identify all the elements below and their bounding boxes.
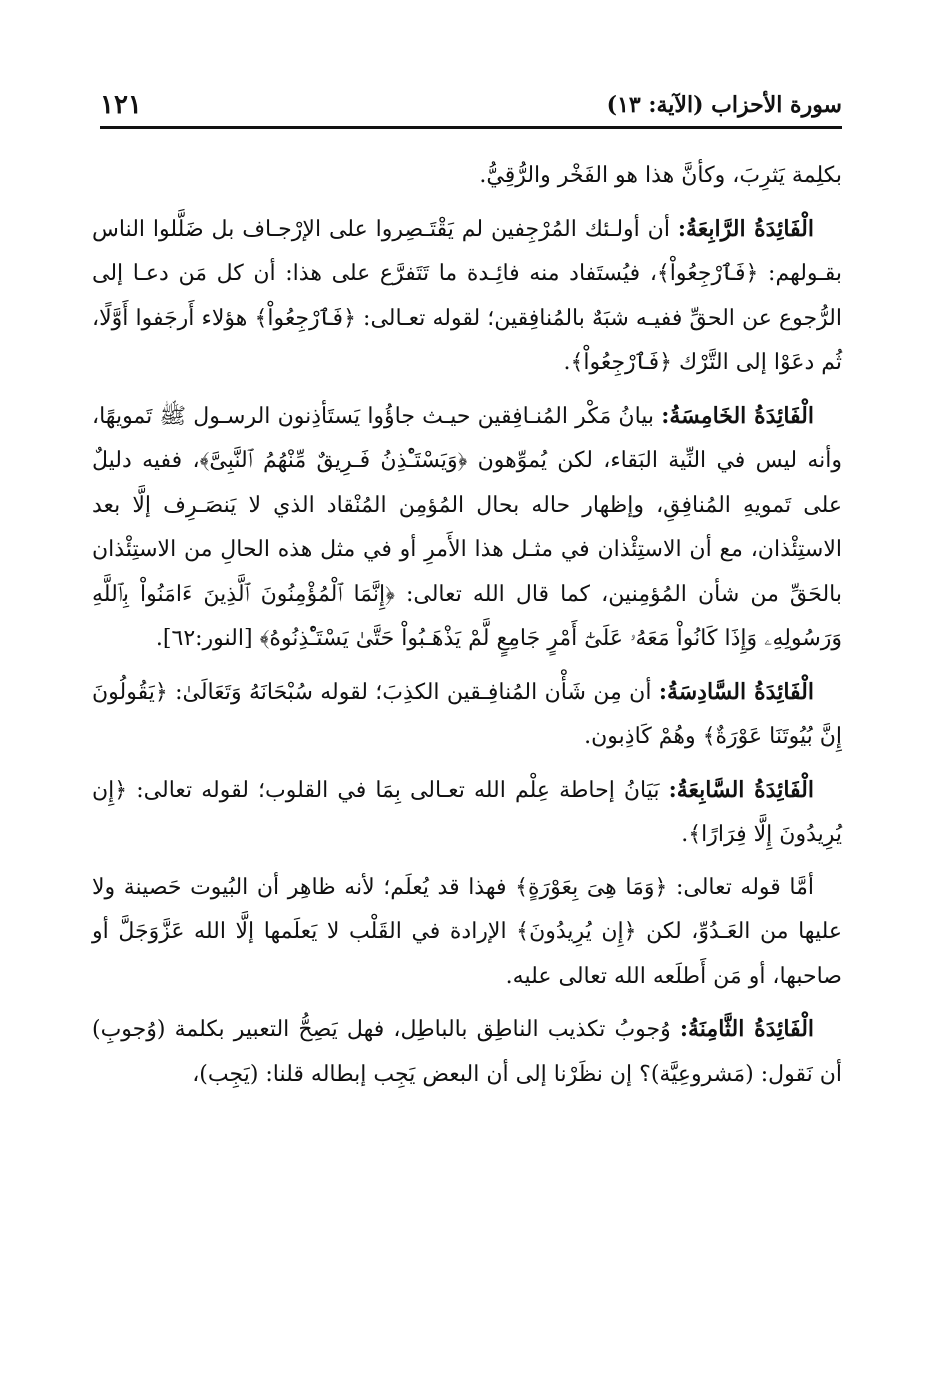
paragraph-text: أن مِن شَأْن المُنافِـقين الكذِبَ؛ لقوله سُبْحَانَهُ وَتَعَالَىٰ: ﴿يَقُولُونَ إِنَّ بُيُوتَنَا عَوْرَةٌ﴾ وهُمْ كَاذِبون. — [92, 679, 842, 749]
paragraph-benefit-4 — [92, 207, 842, 386]
page-body — [92, 154, 842, 1105]
page-header — [100, 90, 842, 129]
paragraph-text: أن أولـئك المُرْجِفين لم يَقْتَـصِروا على الإرْجـاف بل ضَلَّلوا الناس بقـولهم: ﴿فَٱرْجِعُواْ﴾، فيُستَفاد منه فائِـدة ما تَتَفرَّع على هذا: أن كل مَن دعـا إلى الرُّجوع عن الحقِّ ففيـه شبَهٌ بالمُنافِقين؛ لقوله تعـالى: ﴿فَٱرْجِعُواْ﴾ هؤلاء أَرجَفوا أَوَّلًا، ثُم دعَوْا إلى التَّرْك ﴿فَٱرْجِعُواْ﴾. — [92, 216, 842, 375]
paragraph-text: بكلِمة يَثرِبَ، وكأنَّ هذا هو الفَخْر والرُّقِيُّ. — [479, 163, 842, 188]
page-number: ١٢١ — [100, 90, 142, 120]
paragraph-continuation — [92, 154, 842, 199]
paragraph-text: بَيَانُ إحاطة عِلْم الله تعـالى بِمَا في القلوب؛ لقوله تعالى: ﴿إِن يُرِيدُونَ إِلَّا فِرَارًا﴾. — [92, 777, 842, 847]
paragraph-commentary — [92, 866, 842, 1000]
paragraph-text: وُجوبُ تكذيب الناطِق بالباطِل، فهل يَصِحُّ التعبير بكلمة (وُجوبِ) أن نَقول: (مَشروعِيَّة)؟ إن نظَرْنا إلى أن البعض يَجِب إبطاله قلنا: (يَجِب)، — [92, 1017, 842, 1087]
paragraph-benefit-7 — [92, 768, 842, 858]
benefit-heading: الْفَائِدَةُ الثَّامِنَةُ: — [679, 1016, 815, 1042]
running-title: سورة الأحزاب (الآية: ١٣) — [606, 92, 842, 118]
paragraph-benefit-5 — [92, 394, 842, 662]
benefit-heading: الْفَائِدَةُ الرَّابِعَةُ: — [677, 215, 814, 242]
paragraph-text: بيانُ مَكْر المُنـافِقين حيـث جاؤُوا يَستَأذِنون الرسـول ﷺ تَمويهًا، وأنه ليس في النِّية البَقاء، لكن يُموِّهون ﴿وَيَسْتَـْٔذِنُ فَـرِيقٌ مِّنْهُمُ ٱلنَّبِىَّ﴾، ففيه دليلٌ على تَمويهِ المُنافِقِ، وإظهار حاله بحال المُؤمِن المُنْقاد الذي لا يَنصَـرِف إلَّا بعد الاستِئْذان، مع أن الاستِئْذان في مثـل هذا الأَمرِ أو في مثل هذه الحالِ من الاستِئْذان بالحَقِّ من شأن المُؤمِنين، كما قال الله تعالى: ﴿إِنَّمَا ٱلْمُؤْمِنُونَ ٱلَّذِينَ ءَامَنُواْ بِٱللَّهِ وَرَسُولِهِۦ وَإِذَا كَانُواْ مَعَهُۥ عَلَىٰٓ أَمْرٍ جَامِعٍ لَّمْ يَذْهَـبُواْ حَتَّىٰ يَسْتَـْٔذِنُوهُ﴾ [النور:٦٢]. — [92, 403, 842, 651]
paragraph-text: أمَّا قوله تعالى: ﴿وَمَا هِىَ بِعَوْرَةٍ﴾ فهذا قد يُعلَم؛ لأنه ظاهِر أن البُيوت حَصينة ولا عليها من العَـدُوِّ، لكن ﴿إِن يُرِيدُونَ﴾ الإرادة في القَلْب لا يَعلَمها إلَّا الله عَزَّوَجَلَّ أو صاحبها، أو مَن أَطلَعه الله تعالى عليه. — [92, 874, 842, 989]
benefit-heading: الْفَائِدَةُ السَّادِسَةُ: — [658, 678, 814, 705]
paragraph-benefit-6 — [92, 670, 842, 760]
benefit-heading: الْفَائِدَةُ السَّابِعَةُ: — [668, 776, 815, 803]
benefit-heading: الْفَائِدَةُ الخَامِسَةُ: — [661, 402, 814, 429]
paragraph-benefit-8 — [92, 1007, 842, 1097]
